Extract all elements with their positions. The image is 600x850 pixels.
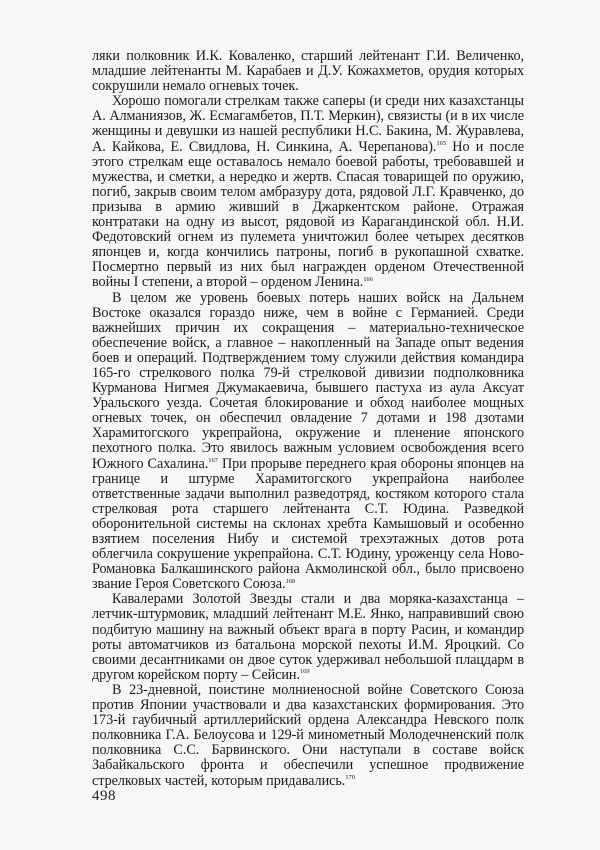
footnote-reference: 170	[345, 773, 355, 781]
paragraph	[92, 592, 524, 683]
paragraph-text: Кавалерами Золотой Звезды стали и два моряка-казахстанца – летчик-штурмовик, младший лейтенант М.Е. Янко, направивший свою подбитую машину на важный объект врага в порту Расин, и командир роты автоматчиков из батальона морской пехоты И.М. Яроцкий. Со своими десантниками он двое суток удерживал небольшой плацдарм в другом корейском порту – Сейсин.	[92, 591, 524, 683]
paragraph-text: Но и после этого стрелкам еще оставалось немало боевой работы, требовавшей и мужества, и сметки, а нередко и жертв. Спасая товарищей по оружию, погиб, закрыв своим телом амбразуру дота, рядовой Л.Г. Кравченко, до призыва в армию живший в Джаркентском районе. Отражая контратаки на одну из высот, рядовой из Карагандинской обл. Н.И. Федотовский огнем из пулемета уничтожил более четырех десятков японцев и, когда кончились патроны, погиб в рукопашной схватке. Посмертно первый из них был награжден орденом Отечественной войны I степени, а второй – орденом Ленина.	[92, 138, 524, 291]
footnote-reference: 169	[299, 668, 310, 676]
footnote-reference: 167	[208, 456, 218, 464]
paragraph-text: При прорыве переднего края обороны японцев на границе и штурме Харамитогского укрепрайона наиболее ответственные задачи выполнил разведотряд, костяком которого стала стрелковая рота старшего лейтенанта С.Т. Юдина. Разведкой оборонительной системы на склонах хребта Камышовый и особенно взятием поселения Нибу и системой трехэтажных дотов рота облегчила сокрушение укрепрайона. С.Т. Юдину, уроженцу села Ново-Романовка Балкашинского района Акмолинской обл., было присвоено звание Героя Советского Союза.	[92, 455, 525, 593]
paragraph-text: Хорошо помогали стрелкам также саперы (и среди них казахстанцы А. Алманиязов, Ж. Есмагамбетов, П.Т. Меркин), связисты (и в их числе женщины и девушки из нашей республики Н.С. Бакина, М. Журавлева, А. Кайкова, Е. Свидлова, Н. Синкина, А. Черепанова).	[92, 93, 524, 155]
page-number: 498	[92, 788, 116, 804]
paragraph-text: В 23-дневной, поистине молниеносной войне Советского Союза против Японии участвовали и два казахстанских формирования. Это 173-й гаубичный артиллерийский ордена Александра Невского полк полковника Г.А. Белоусова и 129-й минометный Молодечненский полк полковника С.С. Барвинского. Они наступали в составе войск Забайкальского фронта и обеспечили успешное продвижение стрелковых частей, которым придавались.	[92, 681, 524, 789]
paragraph	[92, 291, 524, 593]
footnote-reference: 165	[436, 139, 447, 147]
paragraph-text: ляки полковник И.К. Коваленко, старший лейтенант Г.И. Величенко, младшие лейтенанты М. Карабаев и Д.У. Кожахметов, орудия которых сокрушили немало огневых точек.	[92, 48, 524, 95]
paragraph	[92, 49, 524, 94]
footnote-reference: 168	[285, 577, 296, 585]
paragraph-text: В целом же уровень боевых потерь наших войск на Дальнем Востоке оказался гораздо ниже, чем в войне с Германией. Среди важнейших причин их сокращения – материально-техническое обеспечение войск, а главное – накопленный на Западе опыт ведения боев и операций. Подтверждением тому служили действия командира 165-го стрелкового полка 79-й стрелковой дивизии подполковника Курманова Нигмея Джумакаевича, бывшего пастуха из аула Аксуат Уральского уезда. Сочетая блокирование и обход наиболее мощных огневых точек, он обеспечил овладение 7 дотами и 198 дзотами Харамитогского укрепрайона, окружение и пленение японского пехотного полка. Это явилось важным условием освобождения всего Южного Сахалина.	[92, 289, 524, 472]
body-text	[92, 49, 524, 789]
paragraph	[92, 94, 524, 290]
paragraph	[92, 683, 524, 789]
footnote-reference: 166	[363, 275, 373, 283]
